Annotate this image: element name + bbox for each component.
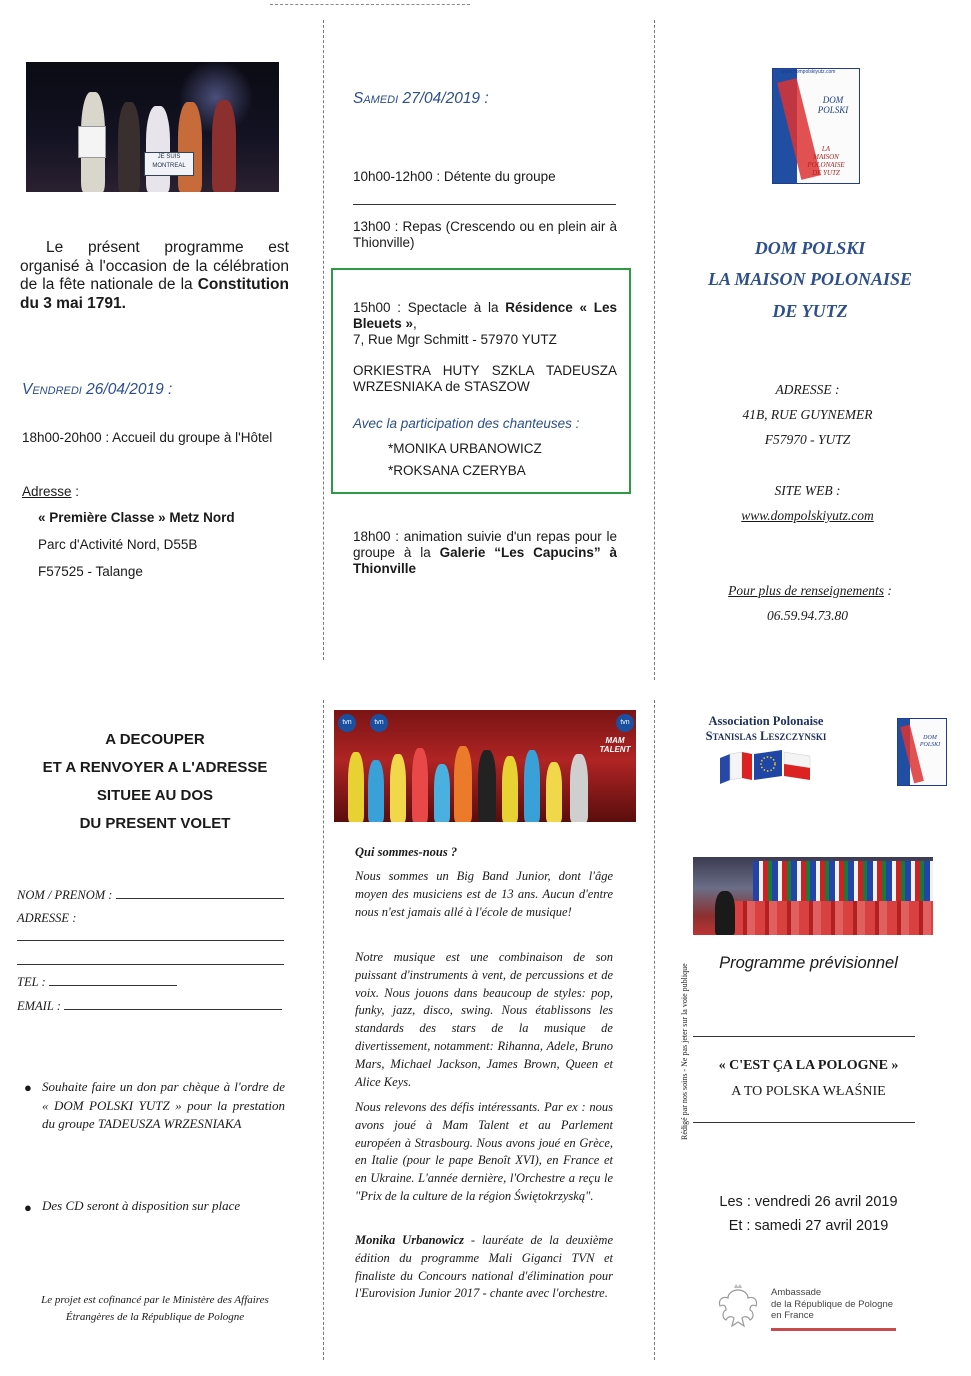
- participation-label: Avec la participation des chanteuses :: [353, 416, 580, 431]
- figure: [454, 746, 472, 822]
- name-line[interactable]: [116, 898, 284, 899]
- slot3-address: 7, Rue Mgr Schmitt - 57970 YUTZ: [353, 332, 557, 347]
- small-logo-text: [914, 735, 946, 749]
- tvn-logo: tvn: [616, 714, 634, 732]
- site-url[interactable]: www.dompolskiyutz.com: [741, 508, 874, 523]
- site-label: SITE WEB :: [774, 483, 841, 498]
- figure: [212, 100, 236, 192]
- separator-rule: [353, 204, 616, 205]
- title-yutz: DE YUTZ: [772, 301, 848, 321]
- tagline-french: « C'EST ÇA LA POLOGNE »: [718, 1058, 899, 1073]
- logo-subtext: [795, 145, 857, 177]
- tel-label: TEL :: [17, 975, 46, 989]
- association-name: [676, 714, 856, 744]
- small-logo-polski: POLSKI: [919, 742, 941, 748]
- embassy-line1: Ambassade: [771, 1287, 822, 1298]
- band-photo: [334, 710, 636, 822]
- title-dom-polski: DOM POLSKI: [754, 238, 866, 258]
- logo-dom: DOM: [822, 95, 844, 105]
- figure: [146, 106, 170, 192]
- hotel-line1: Parc d'Activité Nord, D55B: [38, 537, 198, 552]
- more-info-label: Pour plus de renseignements: [728, 583, 884, 598]
- dom-polski-logo-small: [897, 718, 947, 786]
- singer-1: *MONIKA URBANOWICZ: [388, 441, 542, 456]
- figure: [368, 760, 384, 822]
- embassy-red-bar: [771, 1328, 896, 1331]
- more-info-colon: :: [883, 583, 892, 598]
- logo-maison: MAISON: [813, 153, 839, 161]
- who-heading: Qui sommes-nous ?: [355, 845, 458, 859]
- bullet-dot-2: ●: [24, 1200, 32, 1215]
- email-label: EMAIL :: [17, 999, 61, 1013]
- hotel-name: « Première Classe » Metz Nord: [38, 510, 235, 525]
- address-label-line: [22, 484, 79, 499]
- audience: [733, 901, 933, 935]
- speaker-figure: [715, 891, 735, 935]
- programme-title: Programme prévisionnel: [719, 954, 898, 972]
- slot3-venue: Résidence « Les Bleuets »: [353, 300, 617, 331]
- title-maison: LA MAISON POLONAISE: [707, 269, 913, 289]
- slot3-suffix: ,: [413, 316, 417, 331]
- name-label: NOM / PRENOM :: [17, 888, 113, 902]
- tel-field[interactable]: [17, 975, 177, 990]
- cofinance-line2: Étrangères de la République de Pologne: [65, 1311, 245, 1323]
- singer-name: Monika Urbanowicz: [355, 1233, 464, 1247]
- cutout-heading-2: ET A RENVOYER A L'ADRESSE: [42, 759, 268, 776]
- logo-polski: POLSKI: [817, 105, 849, 115]
- cutout-heading-3: SITUEE AU DOS: [96, 787, 214, 804]
- event-date-2: Et : samedi 27 avril 2019: [728, 1218, 889, 1234]
- tvn-logo: tvn: [338, 714, 356, 732]
- address-line-1[interactable]: [17, 940, 284, 941]
- figure: [570, 754, 588, 822]
- phone-number: 06.59.94.73.80: [767, 608, 848, 623]
- more-info: [655, 583, 965, 599]
- logo-polonaise: POLONAISE: [807, 161, 845, 169]
- embassy-text: [771, 1287, 893, 1322]
- slot4-venue: Galerie “Les Capucins” à Thionville: [353, 545, 617, 576]
- who-paragraph-2: Notre musique est une combinaison de son puissant d'instruments à vent, de percussions et de voix. Nous jouons dans beaucoup de styles: pop, funky, jazz, disco, swing. Nous établissons les standards des stars de la musique de divertissement, notamment: Rihanna, Adele, Bruno Mars, Michael Jackson, James Brown, Queen et Alice Keys.: [355, 950, 613, 1089]
- embassy-line3: en France: [771, 1310, 814, 1321]
- figure: [502, 756, 518, 822]
- cofinance-line1: Le projet est cofinancé par le Ministère des Affaires: [41, 1294, 269, 1306]
- event-date-1: Les : vendredi 26 avril 2019: [719, 1194, 898, 1210]
- intro-text: [20, 239, 289, 313]
- name-field[interactable]: [17, 888, 284, 903]
- intro-constitution: Constitution du 3 mai 1791.: [20, 276, 289, 312]
- panel3-address2: F57970 - YUTZ: [764, 432, 851, 447]
- cutout-heading-1: A DECOUPER: [105, 731, 205, 748]
- address-field-label: ADRESSE :: [17, 911, 77, 925]
- fold-line-bottom-right: [654, 700, 655, 1360]
- programme-rule-top: [693, 1036, 915, 1037]
- flags-graphic: [716, 746, 816, 788]
- figure: [524, 750, 540, 822]
- figure: [178, 102, 202, 192]
- figure: [434, 764, 450, 822]
- who-paragraph-1: Nous sommes un Big Band Junior, dont l'âge moyen des musiciens est de 13 ans. Aucun d'entre nous n'est jamais allé à l'école de musique!: [355, 869, 613, 919]
- association-line2: Stanislas Leszczynski: [705, 729, 827, 743]
- intro-body: Le présent programme est organisé à l'occasion de la célébration de la fête nationale de la: [20, 239, 289, 293]
- logo-yutz: DE YUTZ: [812, 169, 840, 177]
- prize-sign: [144, 152, 194, 176]
- cd-bullet: Des CD seront à disposition sur place: [42, 1198, 241, 1213]
- fold-line-top-left: [323, 20, 324, 660]
- fold-line-top-mark: [270, 4, 470, 5]
- saturday-slot4: [353, 529, 617, 577]
- eu-flag: [754, 750, 782, 780]
- fold-line-top-right: [654, 20, 655, 680]
- email-field[interactable]: [17, 999, 282, 1014]
- slot4-prefix: 18h00 : animation suivie d'un repas pour le groupe à la: [353, 529, 617, 560]
- logo-url: www.dompolskiyutz.com: [781, 69, 836, 75]
- address-line-2[interactable]: [17, 964, 284, 965]
- certificate-sign: [78, 126, 106, 158]
- prize-sign-line1: JE SUIS: [157, 154, 181, 160]
- saturday-slot2: 13h00 : Repas (Crescendo ou en plein air à Thionville): [353, 219, 617, 250]
- prize-sign-line2: MONTREAL: [152, 163, 186, 169]
- orchestra-name: ORKIESTRA HUTY SZKLA TADEUSZA WRZESNIAKA de STASZOW: [353, 363, 617, 394]
- figure: [118, 102, 140, 192]
- tagline-polish: A TO POLSKA WŁAŚNIE: [731, 1084, 886, 1099]
- figure: [546, 762, 562, 822]
- friday-slot: 18h00-20h00 : Accueil du groupe à l'Hôtel: [22, 430, 273, 445]
- tel-line[interactable]: [49, 985, 177, 986]
- vertical-note: Rédigé par nos soins - Ne pas jeter sur la voie publique: [680, 963, 689, 1140]
- panel3-address1: 41B, RUE GUYNEMER: [742, 407, 873, 422]
- who-paragraph-3: Nous relevons des défis intéressants. Par ex : nous avons joué à Mam Talent et au Parlement européen à Strasbourg. Nous avons joué en Grèce, en Italie (pour le pape Benoît XVI), en France et en Ukraine. L'année dernière, l'Orchestre a reçu le "Prix de la culture de la région Świętokrzyską".: [355, 1100, 613, 1203]
- dom-polski-logo: [772, 68, 860, 184]
- figure: [412, 748, 428, 822]
- email-line[interactable]: [64, 1009, 282, 1010]
- singer-2: *ROKSANA CZERYBA: [388, 463, 526, 478]
- fold-line-bottom-left: [323, 700, 324, 1360]
- programme-rule-bottom: [693, 1122, 915, 1123]
- address-label-colon: :: [71, 484, 80, 499]
- embassy-line2: de la République de Pologne: [771, 1298, 894, 1310]
- mam-talent-sign: MAM TALENT: [599, 736, 631, 754]
- small-logo-dom: DOM: [923, 735, 937, 741]
- address-label: Adresse: [22, 484, 72, 499]
- parliament-photo: [693, 857, 933, 935]
- bullet-dot-1: ●: [24, 1080, 32, 1095]
- saturday-slot3: [353, 300, 617, 332]
- polish-flag: [784, 752, 810, 780]
- slot3-prefix: 15h00 : Spectacle à la: [353, 300, 506, 315]
- donation-bullet: Souhaite faire un don par chèque à l'ordre de « DOM POLSKI YUTZ » pour la prestation du groupe TADEUSZA WRZESNIAKA: [42, 1079, 285, 1131]
- flag-row: [753, 861, 933, 901]
- logo-la: LA: [821, 145, 831, 153]
- logo-text: [807, 95, 859, 115]
- figure: [348, 752, 364, 822]
- saturday-slot1: 10h00-12h00 : Détente du groupe: [353, 169, 556, 184]
- saturday-heading: Samedi 27/04/2019 :: [353, 90, 489, 107]
- cutout-heading: [0, 726, 310, 838]
- friday-heading: Vendredi 26/04/2019 :: [22, 381, 173, 398]
- cofinance-note: [0, 1292, 310, 1326]
- panel3-address-label: ADRESSE :: [775, 382, 840, 397]
- figure: [478, 750, 496, 822]
- who-paragraph-4: [355, 1232, 613, 1303]
- figure: [390, 754, 406, 822]
- concert-photo: [26, 62, 279, 192]
- singer-bio: - lauréate de la deuxième édition du programme Mali Giganci TVN et finaliste du Concours national d'élimination pour l'Eurovision Junior 2017 - chante avec l'orchestre.: [355, 1233, 613, 1301]
- cutout-heading-4: DU PRESENT VOLET: [79, 815, 231, 832]
- polish-eagle-emblem: [714, 1282, 762, 1332]
- hotel-line2: F57525 - Talange: [38, 564, 143, 579]
- tvn-logo: tvn: [370, 714, 388, 732]
- french-flag: [720, 752, 752, 784]
- association-line1: Association Polonaise: [708, 714, 824, 728]
